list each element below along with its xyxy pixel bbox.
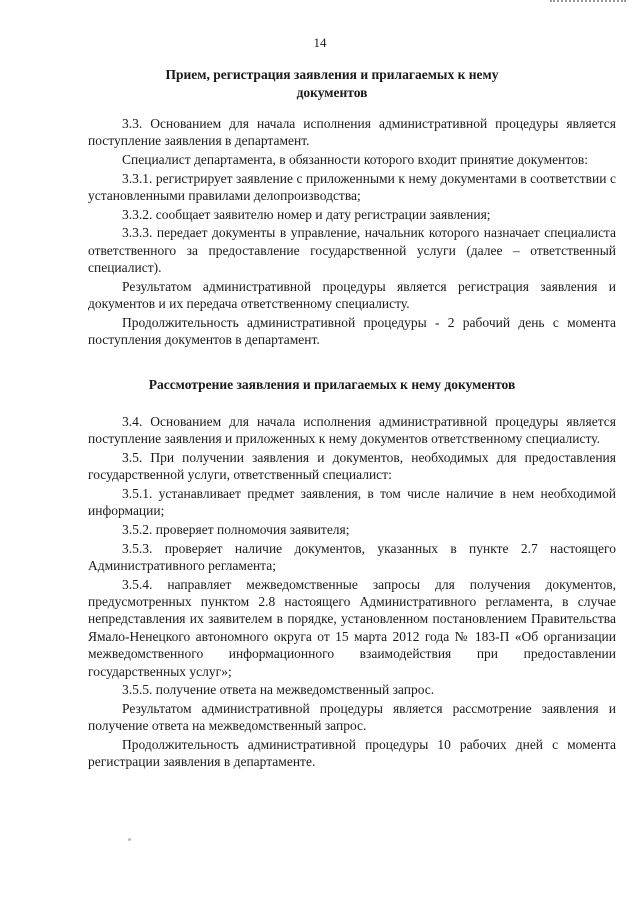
paragraph: 3.5.2. проверяет полномочия заявителя; <box>122 522 350 537</box>
paragraph: 3.3.3. передает документы в управление, начальник которого назначает специалиста ответственного за предоставление государственной услуги (далее – ответственный специалист). <box>88 225 616 275</box>
paragraph: 3.5. При получении заявления и документов, необходимых для предоставления государственной услуги, ответственный специалист: <box>88 450 616 483</box>
paragraph: 3.5.1. устанавливает предмет заявления, в том числе наличие в нем необходимой информации; <box>88 486 616 519</box>
paragraph: Результатом административной процедуры является рассмотрение заявления и получение ответа на межведомственный запрос. <box>88 700 616 734</box>
paragraph: 3.4. Основанием для начала исполнения административной процедуры является поступление заявления и приложенных к нему документов ответственному специалисту. <box>88 414 616 447</box>
scan-artifact <box>128 838 131 841</box>
paragraph: 3.5.3. проверяет наличие документов, указанных в пункте 2.7 настоящего Административного регламента; <box>88 540 616 573</box>
section-body <box>88 413 616 772</box>
paragraph: 3.5.5. получение ответа на межведомственный запрос. <box>122 682 435 698</box>
paragraph: 3.5.4. направляет межведомственные запросы для получения документов, предусмотренных пунктом 2.8 настоящего Административного регламента, в случае непредставления их заявителем в порядке, установленном постановлением Правительства Ямало-Ненецкого автономного округа от 15 марта 2012 года № 183-П «Об организации межведомственного информационного взаимодействия при предоставлении государственных услуг»; <box>88 576 616 679</box>
section-body <box>88 115 616 350</box>
paragraph: Результатом административной процедуры является регистрация заявления и документов и их передача ответственному специалисту. <box>88 278 616 311</box>
paragraph: Продолжительность административной процедуры 10 рабочих дней с момента регистрации заявления в департаменте. <box>88 736 616 770</box>
paragraph: Продолжительность административной процедуры - 2 рабочий день с момента поступления документов в департамент. <box>88 314 616 347</box>
paragraph: Специалист департамента, в обязанности которого входит принятие документов: <box>122 152 588 167</box>
page-number: 14 <box>313 35 327 50</box>
section-heading: Прием, регистрация заявления и прилагаемых к нему документов <box>165 67 499 100</box>
section-heading: Рассмотрение заявления и прилагаемых к нему документов <box>148 377 516 392</box>
paragraph: 3.3. Основанием для начала исполнения административной процедуры является поступление заявления в департамент. <box>88 116 616 149</box>
paragraph: 3.3.1. регистрирует заявление с приложенными к нему документами в соответствии с установленными правилами делопроизводства; <box>88 170 616 203</box>
paragraph: 3.3.2. сообщает заявителю номер и дату регистрации заявления; <box>122 206 491 222</box>
scan-artifact <box>550 0 626 9</box>
